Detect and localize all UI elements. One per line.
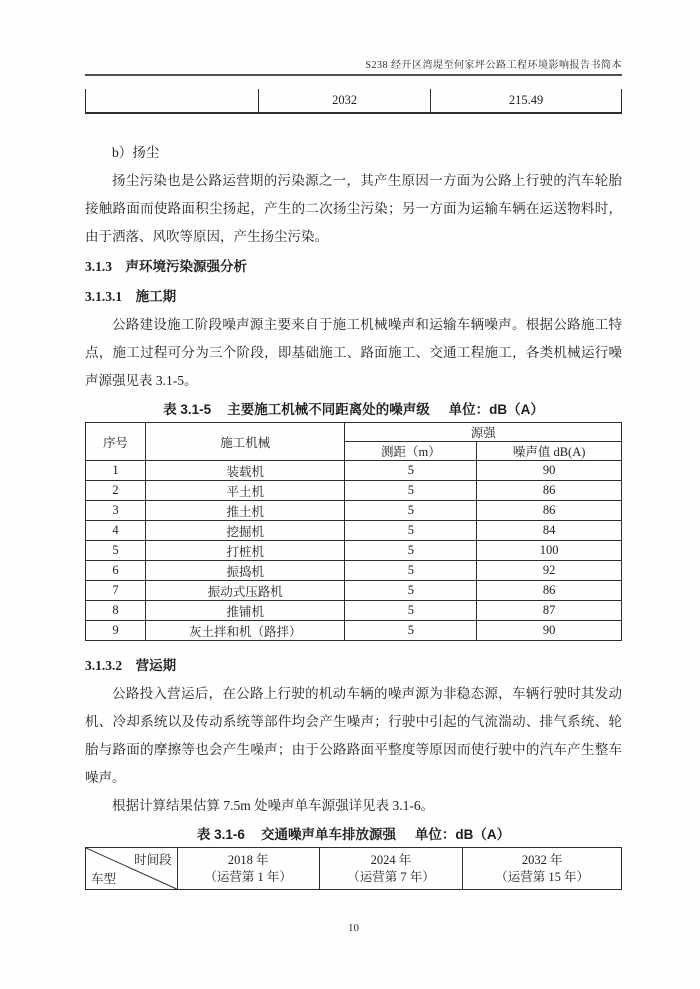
carryover-cell-empty (86, 89, 259, 113)
cell-no: 4 (86, 521, 146, 541)
cell-no: 5 (86, 541, 146, 561)
cell-noise: 100 (477, 541, 622, 561)
table-315-caption-unit: 单位：dB（A） (448, 402, 544, 417)
section-heading-3-1-3-1: 3.1.3.1 施工期 (85, 289, 177, 304)
table-316-caption-unit: 单位：dB（A） (414, 827, 511, 842)
table-315-caption-label: 表 3.1-5 (163, 402, 212, 417)
diagonal-label-period: 时间段 (134, 853, 172, 867)
col-header-machine: 施工机械 (146, 423, 345, 461)
running-header: S238 经开区湾堤至何家坪公路工程环境影响报告书简本 (85, 56, 622, 76)
cell-noise: 86 (477, 481, 622, 501)
col-header-distance: 测距（m） (345, 442, 477, 461)
diagonal-label-vehicle-type: 车型 (91, 872, 117, 886)
table-row (86, 481, 622, 501)
cell-distance: 5 (345, 481, 477, 501)
table-316-caption (85, 822, 622, 847)
year-sublabel: （运营第 7 年） (347, 869, 435, 884)
cell-noise: 86 (477, 501, 622, 521)
cell-distance: 5 (345, 601, 477, 621)
operation-paragraph: 公路投入营运后，在公路上行驶的机动车辆的噪声源为非稳态源，车辆行驶时其发动机、冷却系统以及传动系统等部件均会产生噪声；行驶中引起的气流湍动、排气系统、轮胎与路面的摩擦等也会产生噪声；由于公路路面平整度等原因而使行驶中的汽车产生整车噪声。 (85, 686, 622, 785)
table-row (86, 89, 622, 113)
page-content (85, 56, 622, 934)
dust-item-label: b）扬尘 (112, 145, 160, 160)
cell-noise: 87 (477, 601, 622, 621)
cell-distance: 5 (345, 521, 477, 541)
table-row (86, 561, 622, 581)
table-header-row (86, 423, 622, 442)
cell-no: 7 (86, 581, 146, 601)
cell-machine: 装载机 (146, 461, 345, 481)
cell-noise: 90 (477, 621, 622, 641)
cell-no: 3 (86, 501, 146, 521)
table-316-caption-title: 交通噪声单车排放源强 (261, 827, 397, 842)
table-315-caption (85, 397, 622, 422)
cell-machine: 振捣机 (146, 561, 345, 581)
table-row (86, 521, 622, 541)
table-316-caption-label: 表 3.1-6 (196, 827, 245, 842)
table-row (86, 461, 622, 481)
cell-distance: 5 (345, 621, 477, 641)
cell-distance: 5 (345, 581, 477, 601)
col-header-no: 序号 (86, 423, 146, 461)
dust-paragraph: 扬尘污染也是公路运营期的污染源之一，其产生原因一方面为公路上行驶的汽车轮胎接触路面而使路面积尘扬起，产生的二次扬尘污染；另一方面为运输车辆在运送物料时，由于洒落、风吹等原因，产生扬尘污染。 (85, 173, 622, 244)
cell-no: 2 (86, 481, 146, 501)
cell-distance: 5 (345, 541, 477, 561)
cell-noise: 84 (477, 521, 622, 541)
col-header-year-2018 (177, 848, 319, 890)
construction-machine-noise-table (85, 422, 622, 641)
year-sublabel: （运营第 15 年） (495, 869, 590, 884)
table-row (86, 501, 622, 521)
col-header-year-2024 (319, 848, 463, 890)
diagonal-header-cell (86, 848, 178, 890)
cell-no: 1 (86, 461, 146, 481)
table-row (86, 621, 622, 641)
page-number: 10 (348, 922, 359, 934)
col-header-source-group: 源强 (345, 423, 622, 442)
table-row (86, 601, 622, 621)
cell-machine: 推土机 (146, 501, 345, 521)
cell-machine: 振动式压路机 (146, 581, 345, 601)
table-315-caption-title: 主要施工机械不同距离处的噪声级 (227, 402, 430, 417)
cell-noise: 86 (477, 581, 622, 601)
table-row (86, 541, 622, 561)
cell-machine: 挖掘机 (146, 521, 345, 541)
cell-machine: 平土机 (146, 481, 345, 501)
cell-no: 8 (86, 601, 146, 621)
col-header-year-2032 (463, 848, 622, 890)
carryover-table-fragment (85, 89, 622, 114)
table-header-row (86, 848, 622, 890)
col-header-noise: 噪声值 dB(A) (477, 442, 622, 461)
cell-machine: 推铺机 (146, 601, 345, 621)
year-label: 2024 年 (370, 852, 412, 867)
cell-noise: 90 (477, 461, 622, 481)
year-label: 2032 年 (521, 852, 563, 867)
cell-distance: 5 (345, 501, 477, 521)
operation-note: 根据计算结果估算 7.5m 处噪声单车源强详见表 3.1-6。 (112, 798, 435, 813)
year-label: 2018 年 (227, 852, 269, 867)
vehicle-noise-table (85, 847, 622, 890)
cell-machine: 灰土拌和机（路拌） (146, 621, 345, 641)
cell-distance: 5 (345, 461, 477, 481)
table-row (86, 581, 622, 601)
construction-paragraph: 公路建设施工阶段噪声源主要来自于施工机械噪声和运输车辆噪声。根据公路施工特点，施工过程可分为三个阶段，即基础施工、路面施工、交通工程施工，各类机械运行噪声源强见表 3.1-5。 (85, 317, 622, 388)
year-sublabel: （运营第 1 年） (204, 869, 292, 884)
cell-no: 6 (86, 561, 146, 581)
carryover-cell-year: 2032 (259, 89, 431, 113)
cell-distance: 5 (345, 561, 477, 581)
cell-no: 9 (86, 621, 146, 641)
carryover-cell-value: 215.49 (431, 89, 622, 113)
section-heading-3-1-3: 3.1.3 声环境污染源强分析 (85, 259, 247, 274)
cell-machine: 打桩机 (146, 541, 345, 561)
section-heading-3-1-3-2: 3.1.3.2 营运期 (85, 658, 177, 673)
cell-noise: 92 (477, 561, 622, 581)
